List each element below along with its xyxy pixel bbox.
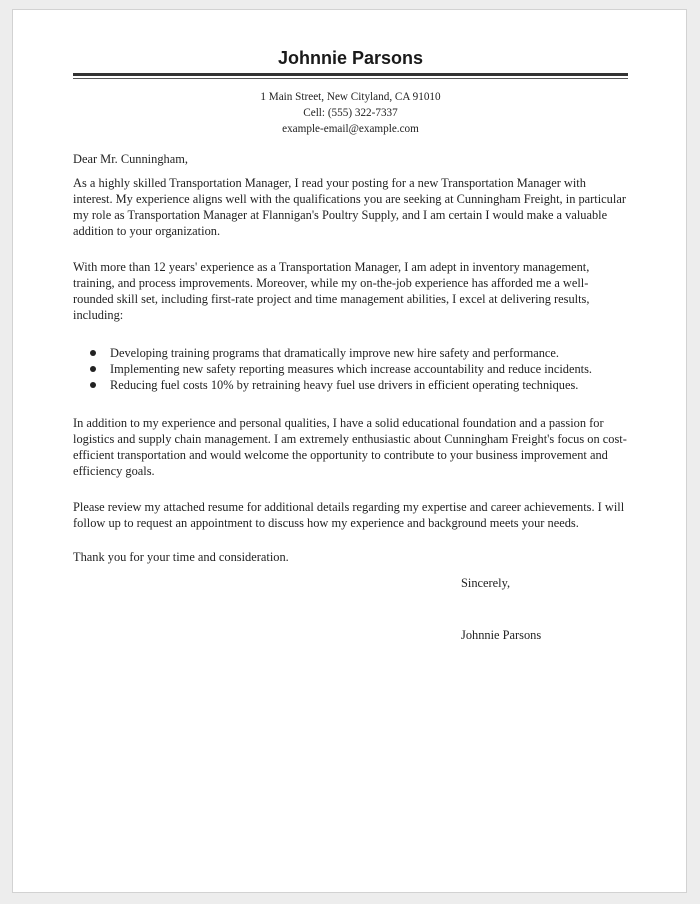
sender-address: 1 Main Street, New Cityland, CA 91010 (260, 91, 441, 103)
letter-page (12, 9, 687, 893)
header-rule-thin (73, 78, 628, 79)
closing: Sincerely, (461, 576, 511, 590)
bullet-icon (90, 382, 96, 388)
contact-block (73, 89, 628, 137)
list-item-text: Developing training programs that dramatically improve new hire safety and performance. (110, 346, 559, 360)
paragraph-experience: With more than 12 years' experience as a Transportation Manager, I am adept in inventory management, training, and process improvements. Moreover, while my on-the-job experience has afforded me a well-rounded skill set, including first-rate project and time management abilities, I excel at delivering results, including: (73, 260, 590, 322)
sender-name: Johnnie Parsons (277, 48, 424, 68)
bullet-icon (90, 350, 96, 356)
salutation: Dear Mr. Cunningham, (73, 152, 188, 166)
paragraph-follow-up: Please review my attached resume for additional details regarding my expertise and career achievements. I will follow up to request an appointment to discuss how my experience and background meets your needs. (73, 500, 625, 530)
achievements-list (73, 345, 628, 393)
paragraph-thanks: Thank you for your time and consideration. (73, 550, 289, 564)
list-item-text: Implementing new safety reporting measures which increase accountability and reduce incidents. (110, 362, 593, 376)
list-item (73, 345, 628, 361)
sender-phone: Cell: (555) 322-7337 (303, 107, 398, 119)
paragraph-intro: As a highly skilled Transportation Manager, I read your posting for a new Transportation Manager with interest. My experience aligns well with the qualifications you are seeking at Cunningham Freight, in particular my role as Transportation Manager at Flannigan's Poultry Supply, and I am certain I would make a valuable addition to your organization. (73, 176, 626, 238)
list-item (73, 377, 628, 393)
list-item (73, 361, 628, 377)
list-item-text: Reducing fuel costs 10% by retraining heavy fuel use drivers in efficient operating techniques. (110, 378, 579, 392)
signature-name: Johnnie Parsons (461, 628, 542, 642)
bullet-icon (90, 366, 96, 372)
paragraph-education: In addition to my experience and personal qualities, I have a solid educational foundation and a passion for logistics and supply chain management. I am extremely enthusiastic about Cunningham Freight's focus on cost-efficient transportation and would welcome the opportunity to contribute to your business improvement and efficiency goals. (73, 416, 627, 478)
header-rule-thick (73, 73, 628, 76)
sender-email: example-email@example.com (282, 123, 419, 135)
